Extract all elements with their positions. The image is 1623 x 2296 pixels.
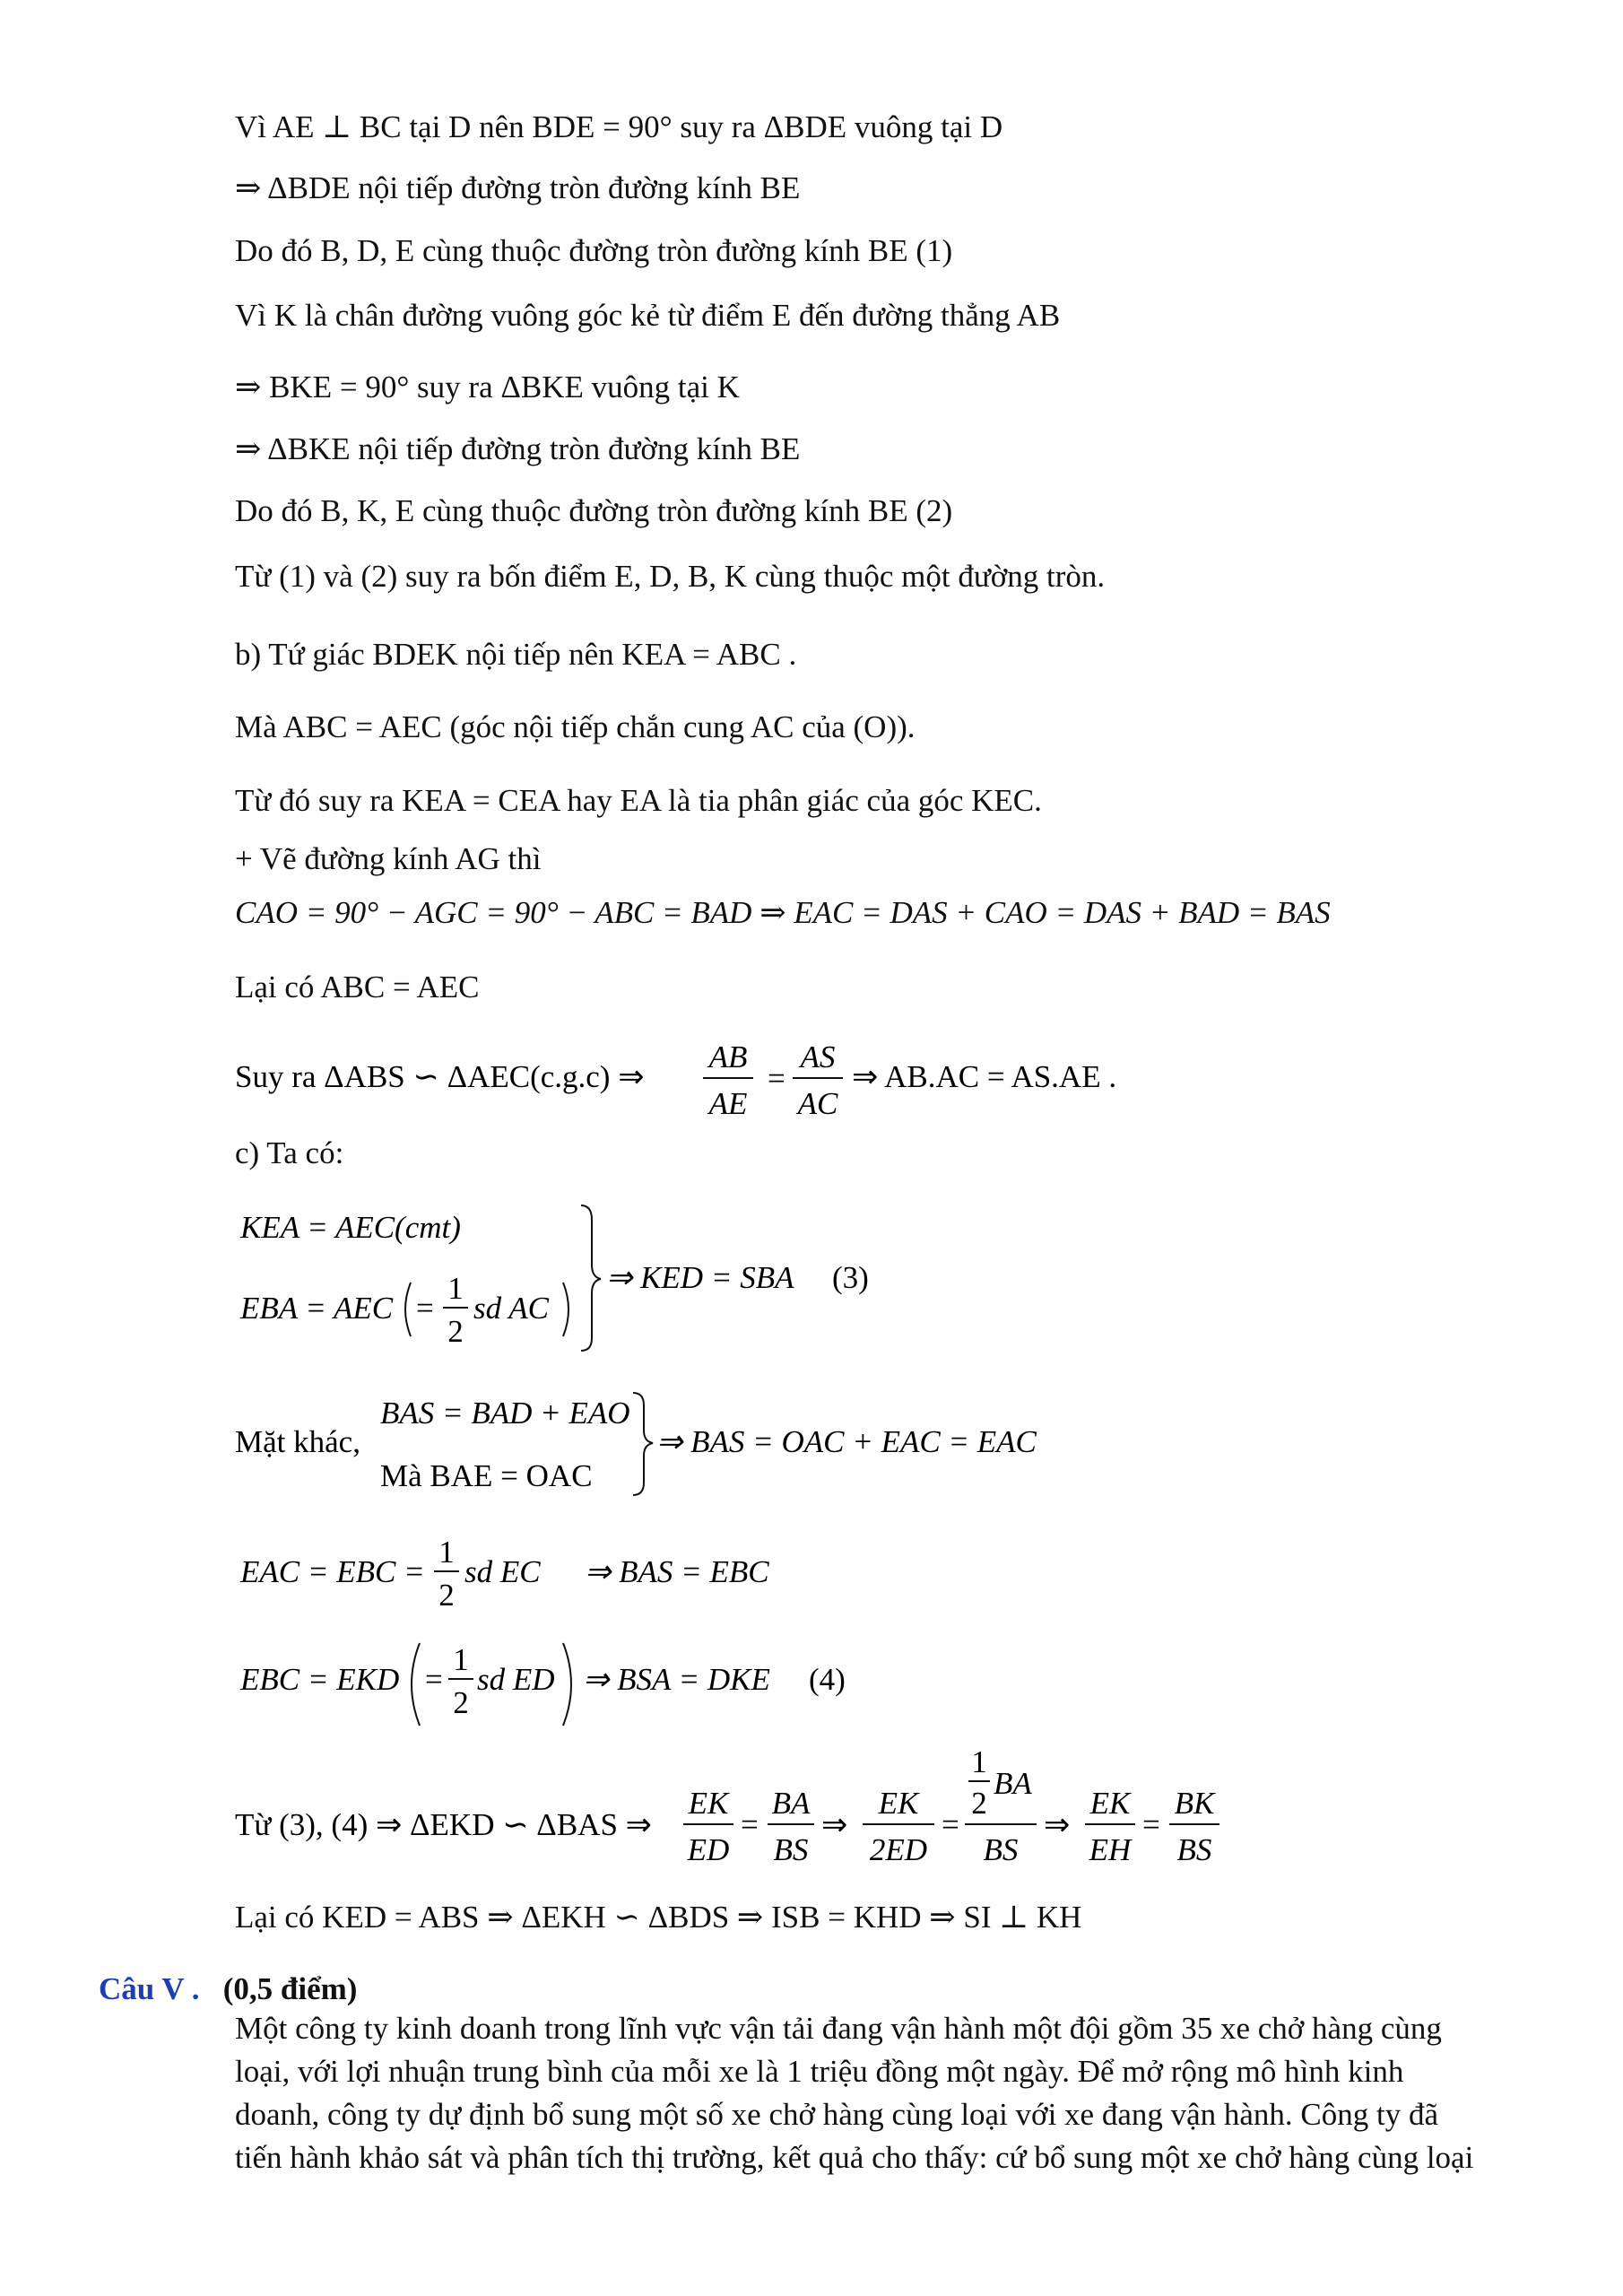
line17-mid: sd EC bbox=[464, 1554, 541, 1589]
line-3: Do đó B, D, E cùng thuộc đường tròn đường kính BE (1) bbox=[235, 233, 953, 268]
line18-eq: = bbox=[425, 1662, 443, 1697]
line-18 bbox=[0, 1631, 1623, 1738]
frac-ek-ed-den: ED bbox=[687, 1832, 730, 1867]
line-2: ⇒ ΔBDE nội tiếp đường tròn đường kính BE bbox=[235, 170, 801, 205]
line-14: Lại có ABC = AEC bbox=[235, 970, 480, 1004]
implies-2: ⇒ bbox=[1044, 1807, 1071, 1842]
frac-bk-bs-num: BK bbox=[1174, 1786, 1215, 1821]
system2-row1: BAS = BAD + EAO bbox=[380, 1396, 630, 1431]
system1-row2-right: sd AC bbox=[473, 1291, 549, 1326]
similarity-line bbox=[0, 1031, 1623, 1130]
paragraph-line-3: doanh, công ty dự định bổ sung một số xe chở hàng cùng loại với xe đang vận hành. Công ty đã bbox=[235, 2097, 1439, 2132]
line18-mid: sd ED bbox=[477, 1662, 555, 1697]
line-5: ⇒ BKE = 90° suy ra ΔBKE vuông tại K bbox=[235, 370, 740, 404]
question-heading bbox=[99, 1971, 357, 2007]
frac1-den: AE bbox=[708, 1086, 748, 1121]
frac-halfba-bs-den: BS bbox=[983, 1832, 1019, 1867]
line17-left: EAC = EBC = bbox=[240, 1554, 425, 1589]
line-4: Vì K là chân đường vuông góc kẻ từ điểm E đến đường thẳng AB bbox=[235, 298, 1061, 333]
frac-ek-2ed-num: EK bbox=[878, 1786, 919, 1821]
line-6: ⇒ ΔBKE nội tiếp đường tròn đường kính BE bbox=[235, 431, 801, 466]
similarity-tail: ⇒ AB.AC = AS.AE . bbox=[852, 1059, 1117, 1094]
line19-lead: Từ (3), (4) ⇒ ΔEKD ∽ ΔBAS ⇒ bbox=[235, 1807, 652, 1842]
system1-row2-left: EBA = AEC bbox=[240, 1291, 394, 1326]
eq-1: = bbox=[741, 1807, 759, 1842]
implies-1: ⇒ bbox=[821, 1807, 848, 1842]
line-17 bbox=[0, 1523, 1623, 1622]
frac-ba-bs-num: BA bbox=[771, 1786, 811, 1821]
problem-paragraph bbox=[235, 2007, 1535, 2179]
frac1-num: AB bbox=[708, 1039, 748, 1074]
frac2-num: AS bbox=[800, 1039, 836, 1074]
line18-frac-den: 2 bbox=[453, 1685, 469, 1720]
system1-number: (3) bbox=[832, 1260, 869, 1295]
question-score: (0,5 điểm) bbox=[222, 1971, 358, 2006]
system1-open-paren bbox=[405, 1283, 411, 1336]
line-19 bbox=[0, 1749, 1623, 1883]
system-2 bbox=[0, 1386, 1623, 1502]
line-20: Lại có KED = ABS ⇒ ΔEKH ∽ ΔBDS ⇒ ISB = KHD ⇒ SI ⊥ KH bbox=[235, 1900, 1082, 1935]
line-1: Vì AE ⊥ BC tại D nên BDE = 90° suy ra ΔBDE vuông tại D bbox=[235, 109, 1003, 144]
system2-row2: Mà BAE = OAC bbox=[380, 1458, 593, 1493]
line-16: c) Ta có: bbox=[235, 1135, 344, 1170]
system-1 bbox=[0, 1193, 1623, 1363]
line17-frac-den: 2 bbox=[438, 1578, 455, 1613]
eq-2: = bbox=[942, 1807, 959, 1842]
system1-brace bbox=[581, 1205, 601, 1351]
line-9: b) Tứ giác BDEK nội tiếp nên KEA = ABC . bbox=[235, 637, 797, 672]
system2-result: ⇒ BAS = OAC + EAC = EAC bbox=[656, 1424, 1037, 1459]
system1-close-paren bbox=[563, 1283, 568, 1336]
system1-frac-num: 1 bbox=[447, 1271, 464, 1306]
line18-close-paren bbox=[563, 1643, 571, 1726]
paragraph-line-1: Một công ty kinh doanh trong lĩnh vực vận tải đang vận hành một đội gồm 35 xe chở hàng cùng bbox=[235, 2011, 1442, 2046]
line18-right: ⇒ BSA = DKE bbox=[583, 1662, 770, 1697]
frac-ek-eh-num: EK bbox=[1089, 1786, 1131, 1821]
system1-row1: KEA = AEC(cmt) bbox=[240, 1210, 461, 1245]
line-12: + Vẽ đường kính AG thì bbox=[235, 841, 542, 876]
line18-number: (4) bbox=[809, 1662, 846, 1697]
frac-ek-2ed-den: 2ED bbox=[869, 1832, 928, 1867]
frac-ba-bs-den: BS bbox=[773, 1832, 809, 1867]
system1-frac-den: 2 bbox=[447, 1314, 464, 1349]
frac-half-ba: BA bbox=[994, 1766, 1032, 1801]
line-10: Mà ABC = AEC (góc nội tiếp chắn cung AC của (O)). bbox=[235, 709, 916, 744]
line-7: Do đó B, K, E cùng thuộc đường tròn đường kính BE (2) bbox=[235, 493, 953, 528]
frac-half-top: 1 bbox=[971, 1749, 987, 1779]
paragraph-line-2: loại, với lợi nhuận trung bình của mỗi xe là 1 triệu đồng một ngày. Để mở rộng mô hình kinh bbox=[235, 2054, 1404, 2089]
paragraph-line-4: tiến hành khảo sát và phân tích thị trường, kết quả cho thấy: cứ bổ sung một xe chở hàng cùng loại bbox=[235, 2140, 1474, 2175]
frac-ek-eh-den: EH bbox=[1089, 1832, 1132, 1867]
line18-open-paren bbox=[412, 1643, 420, 1726]
similarity-lead: Suy ra ΔABS ∽ ΔAEC(c.g.c) ⇒ bbox=[235, 1059, 645, 1094]
system1-result: ⇒ KED = SBA bbox=[606, 1260, 794, 1295]
system2-lead: Mặt khác, bbox=[235, 1424, 360, 1459]
frac-bk-bs-den: BS bbox=[1176, 1832, 1212, 1867]
line-13: CAO = 90° − AGC = 90° − ABC = BAD ⇒ EAC = DAS + CAO = DAS + BAD = BAS bbox=[235, 895, 1331, 930]
system2-brace bbox=[633, 1393, 653, 1495]
line17-frac-num: 1 bbox=[438, 1535, 455, 1570]
frac-half-bot: 2 bbox=[971, 1786, 987, 1821]
frac-eq: = bbox=[768, 1061, 785, 1096]
system1-eq: = bbox=[416, 1291, 434, 1326]
line-11: Từ đó suy ra KEA = CEA hay EA là tia phân giác của góc KEC. bbox=[235, 783, 1042, 818]
line-8: Từ (1) và (2) suy ra bốn điểm E, D, B, K cùng thuộc một đường tròn. bbox=[235, 559, 1106, 594]
frac-ek-ed-num: EK bbox=[688, 1786, 729, 1821]
frac2-den: AC bbox=[797, 1086, 838, 1121]
line18-left: EBC = EKD bbox=[240, 1662, 400, 1697]
line17-right: ⇒ BAS = EBC bbox=[585, 1554, 769, 1589]
question-label: Câu V . bbox=[99, 1971, 200, 2006]
eq-3: = bbox=[1142, 1807, 1160, 1842]
line18-frac-num: 1 bbox=[453, 1642, 469, 1677]
